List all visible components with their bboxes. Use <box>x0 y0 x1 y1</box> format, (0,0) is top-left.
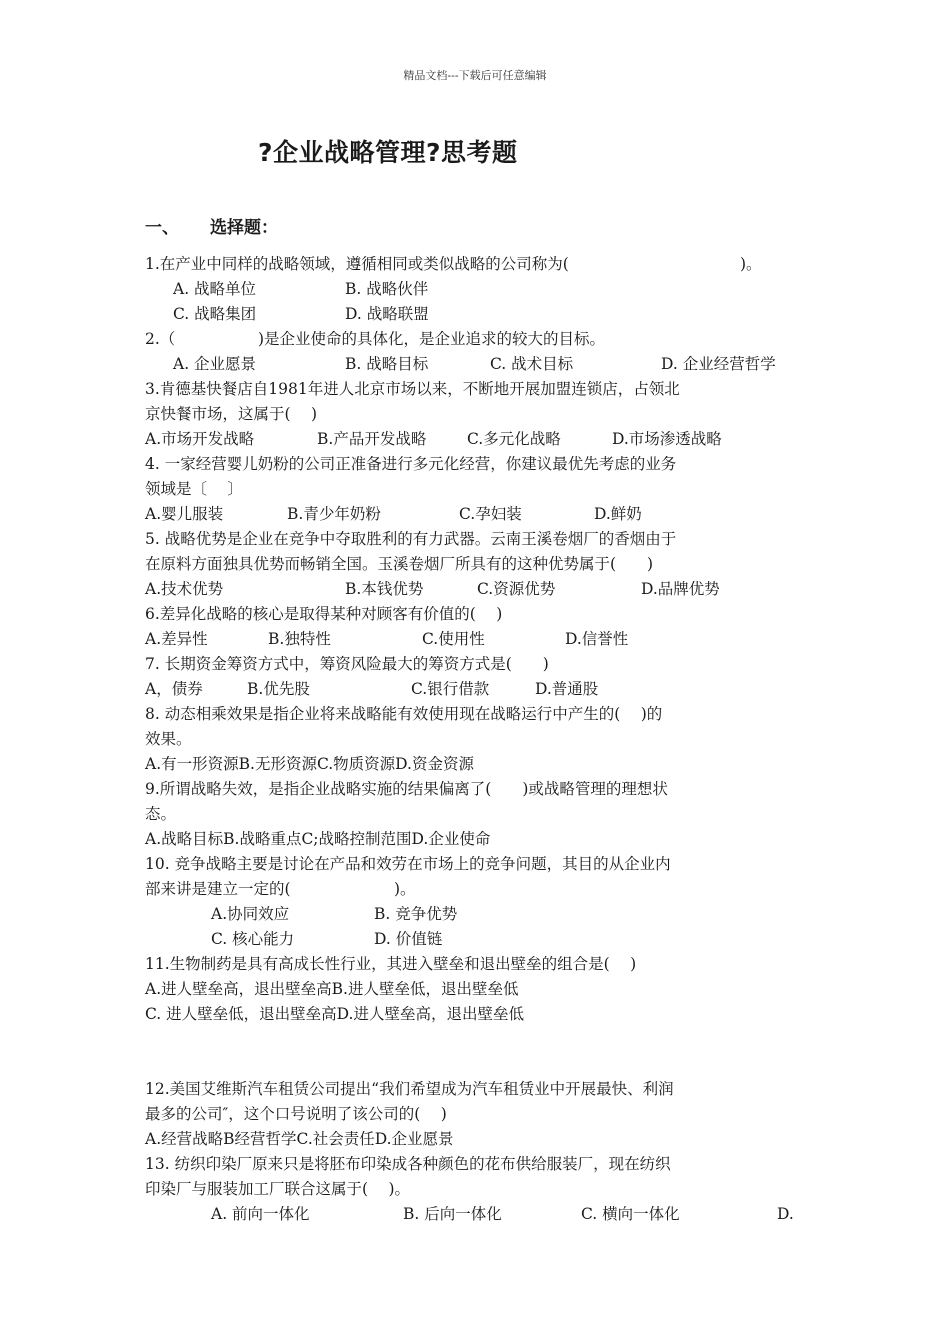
text-segment: C.资源优势 <box>477 580 556 598</box>
text-segment: 8. 动态相乘效果是指企业将来战略能有效使用现在战略运行中产生的( )的 <box>145 705 663 723</box>
question-6-stem <box>145 602 815 627</box>
text-segment: 13. 纺织印染厂原来只是将胚布印染成各种颜色的花布供给服装厂，现在纺织 <box>145 1155 671 1173</box>
question-10-stem-cont <box>145 877 815 902</box>
text-segment: 京快餐市场，这属于( ) <box>145 405 318 423</box>
text-segment: 在原料方面独具优势而畅销全国。玉溪卷烟厂所具有的这种优势属于( ) <box>145 555 654 573</box>
question-6-options <box>145 627 815 652</box>
text-segment: A.市场开发战略 <box>145 430 255 448</box>
text-segment: 6.差异化战略的核心是取得某种对顾客有价值的( ) <box>145 605 503 623</box>
question-4-options <box>145 502 815 527</box>
question-4-stem-cont <box>145 477 815 502</box>
text-segment: C.多元化战略 <box>467 430 561 448</box>
text-segment: B. 竞争优势 <box>374 905 458 923</box>
text-segment: C.银行借款 <box>411 680 490 698</box>
text-segment: 10. 竞争战略主要是讨论在产品和效劳在市场上的竞争问题，其目的从企业内 <box>145 855 671 873</box>
text-segment: A.进人壁垒高，退出壁垒高B.进人壁垒低，退出壁垒低 <box>145 980 519 998</box>
page-header: 精品文档---下载后可任意编辑 <box>403 69 547 82</box>
text-segment: 最多的公司″，这个口号说明了该公司的( ) <box>145 1105 447 1123</box>
text-segment: 4. 一家经营婴儿奶粉的公司正准备进行多元化经营，你建议最优先考虑的业务 <box>145 455 677 473</box>
question-3-stem <box>145 377 815 402</box>
text-segment: B.本钱优势 <box>345 580 424 598</box>
question-7-options <box>145 677 815 702</box>
text-segment: 5. 战略优势是企业在竞争中夺取胜利的有力武器。云南王溪卷烟厂的香烟由于 <box>145 530 677 548</box>
text-segment: D.普通股 <box>535 680 599 698</box>
text-segment: A，债券 <box>145 680 203 698</box>
blank-line <box>145 1027 815 1052</box>
text-segment: D.市场渗透战略 <box>612 430 722 448</box>
text-segment: A.差异性 <box>145 630 208 648</box>
text-segment: )。 <box>740 255 762 273</box>
text-segment: C. 战术目标 <box>490 355 574 373</box>
text-segment: B. 后向一体化 <box>403 1205 502 1223</box>
question-10-options-row1 <box>145 902 815 927</box>
text-segment: 效果。 <box>145 730 192 748</box>
question-3-stem-cont <box>145 402 815 427</box>
text-segment: A.有一形资源B.无形资源C.物质资源D.资金资源 <box>145 755 474 773</box>
question-9-stem-cont <box>145 802 815 827</box>
question-2-stem <box>145 327 815 352</box>
question-4-stem <box>145 452 815 477</box>
question-11-options-row2 <box>145 1002 815 1027</box>
question-8-stem <box>145 702 815 727</box>
text-segment: A. 战略单位 <box>173 280 257 298</box>
text-segment: 印染厂与服装加工厂联合这属于( )。 <box>145 1180 411 1198</box>
text-segment: A.协同效应 <box>211 905 290 923</box>
text-segment: C.使用性 <box>422 630 485 648</box>
text-segment: C. 核心能力 <box>211 930 295 948</box>
question-9-stem <box>145 777 815 802</box>
question-1-options-row2 <box>145 302 815 327</box>
text-segment: 部来讲是建立一定的( <box>145 880 291 898</box>
text-segment: B.优先股 <box>247 680 310 698</box>
text-segment: 1.在产业中同样的战略领域，遵循相同或类似战略的公司称为( <box>145 255 569 273</box>
question-8-options <box>145 752 815 777</box>
question-11-options-row1 <box>145 977 815 1002</box>
question-12-stem <box>145 1077 815 1102</box>
text-segment: A.婴儿服装 <box>145 505 224 523</box>
question-10-stem <box>145 852 815 877</box>
text-segment: )是企业使命的具体化，是企业追求的较大的目标。 <box>258 330 606 348</box>
text-segment: C. 进人壁垒低，退出壁垒高D.进人壁垒高，退出壁垒低 <box>145 1005 524 1023</box>
question-13-options <box>145 1202 815 1227</box>
question-5-stem <box>145 527 815 552</box>
text-segment: C.孕妇装 <box>459 505 522 523</box>
text-segment: 11.生物制药是具有高成长性行业，其进入壁垒和退出壁垒的组合是( ) <box>145 955 637 973</box>
question-1-stem <box>145 252 815 277</box>
blank-line <box>145 1052 815 1077</box>
text-segment: C. 战略集团 <box>173 305 257 323</box>
text-segment: D. 战略联盟 <box>345 305 429 323</box>
document-title: ?企业战略管理?思考题 <box>258 138 518 167</box>
text-segment: 2.（ <box>145 330 176 348</box>
text-segment: C. 横向一体化 <box>581 1205 680 1223</box>
text-segment: 3.肯德基快餐店自1981年进人北京市场以来，不断地开展加盟连锁店，占领北 <box>145 380 680 398</box>
text-segment: 态。 <box>145 805 177 823</box>
question-12-options <box>145 1127 815 1152</box>
question-2-options <box>145 352 815 377</box>
text-segment: D. 企业经营哲学 <box>661 355 776 373</box>
text-segment: A. 企业愿景 <box>173 355 257 373</box>
text-segment: B.产品开发战略 <box>317 430 427 448</box>
section-label: 选择题： <box>210 218 278 238</box>
question-13-stem-cont <box>145 1177 815 1202</box>
text-segment: 领域是〔 〕 <box>145 480 243 498</box>
question-13-stem <box>145 1152 815 1177</box>
question-8-stem-cont <box>145 727 815 752</box>
text-segment: B.青少年奶粉 <box>287 505 381 523</box>
question-5-stem-cont <box>145 552 815 577</box>
text-segment: A.技术优势 <box>145 580 224 598</box>
section-heading <box>145 213 278 238</box>
text-segment: D. 价值链 <box>374 930 443 948</box>
question-7-stem <box>145 652 815 677</box>
text-segment: 9.所谓战略失效，是指企业战略实施的结果偏离了( )或战略管理的理想状 <box>145 780 668 798</box>
text-segment: D. <box>777 1205 794 1223</box>
text-segment: B. 战略目标 <box>345 355 429 373</box>
section-number: 一、 <box>145 218 179 238</box>
question-10-options-row2 <box>145 927 815 952</box>
text-segment: A.战略目标B.战略重点C;战略控制范围D.企业使命 <box>145 830 491 848</box>
text-segment: )。 <box>394 880 416 898</box>
question-9-options <box>145 827 815 852</box>
question-11-stem <box>145 952 815 977</box>
text-segment: D.信誉性 <box>565 630 629 648</box>
question-5-options <box>145 577 815 602</box>
text-segment: B.独特性 <box>268 630 331 648</box>
question-12-stem-cont <box>145 1102 815 1127</box>
text-segment: D.鲜奶 <box>594 505 642 523</box>
text-segment: 7. 长期资金筹资方式中，筹资风险最大的筹资方式是( ) <box>145 655 549 673</box>
text-segment: D.品牌优势 <box>641 580 720 598</box>
text-segment: A.经营战略B经营哲学C.社会责任D.企业愿景 <box>145 1130 454 1148</box>
text-segment: B. 战略伙伴 <box>345 280 429 298</box>
text-segment: A. 前向一体化 <box>211 1205 310 1223</box>
question-3-options <box>145 427 815 452</box>
question-1-options-row1 <box>145 277 815 302</box>
question-list <box>145 252 815 1227</box>
text-segment: 12.美国艾维斯汽车租赁公司提出“我们希望成为汽车租赁业中开展最快、利润 <box>145 1080 674 1098</box>
